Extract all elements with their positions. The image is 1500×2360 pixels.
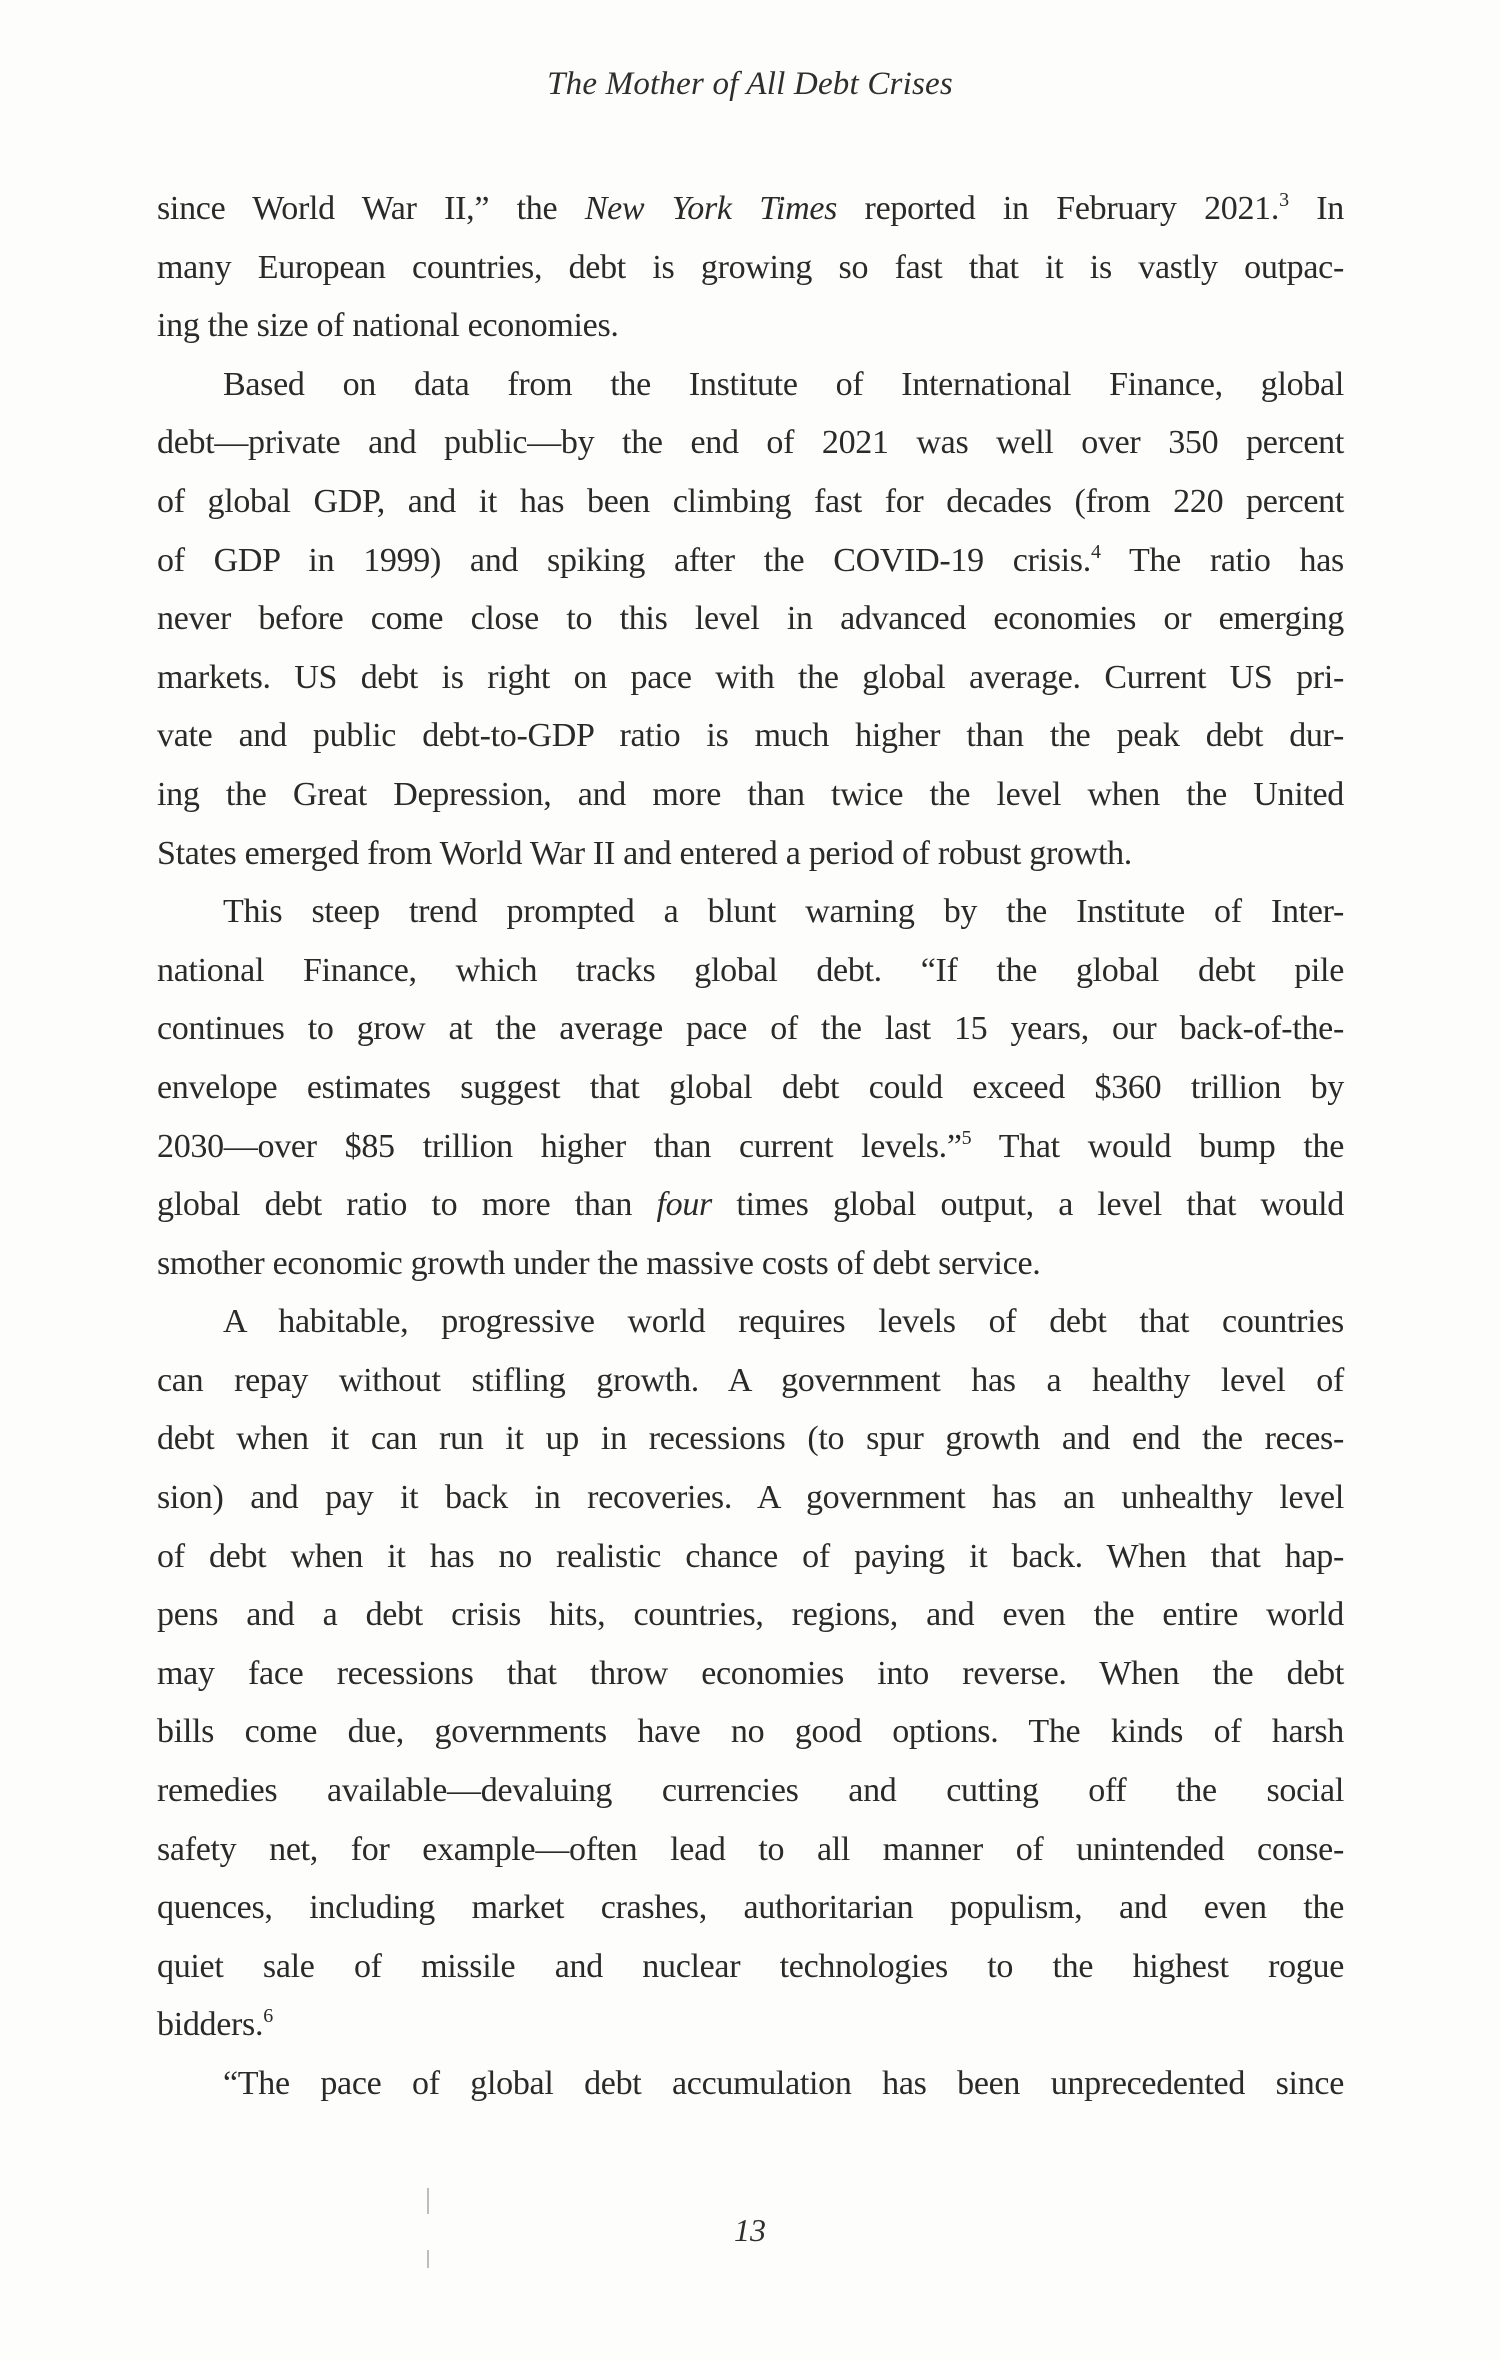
paragraph xyxy=(157,883,1344,1293)
text-segment: 2030—over $85 trillion higher than current levels.” xyxy=(157,1127,962,1165)
text-segment: debt when it can run it up in recessions (to spur growth and end the reces- xyxy=(157,1420,1344,1458)
text-line xyxy=(157,1176,1344,1235)
footnote-reference: 5 xyxy=(961,1126,972,1149)
text-segment: never before come close to this level in advanced economies or emerging xyxy=(157,600,1344,638)
text-line xyxy=(157,649,1344,708)
text-line xyxy=(157,532,1344,591)
text-segment: Based on data from the Institute of International Finance, global xyxy=(223,365,1344,403)
text-segment: of debt when it has no realistic chance of paying it back. When that hap- xyxy=(157,1537,1344,1575)
text-line xyxy=(157,1703,1344,1762)
text-segment: global debt ratio to more than xyxy=(157,1186,657,1224)
italic-text: New York Times xyxy=(584,190,838,227)
text-segment: This steep trend prompted a blunt warning by the Institute of Inter- xyxy=(223,893,1344,931)
text-line xyxy=(157,825,1344,884)
text-segment: The ratio has xyxy=(1100,541,1344,579)
scan-artifact-line xyxy=(427,2188,429,2214)
text-line xyxy=(157,590,1344,649)
text-line xyxy=(157,414,1344,473)
text-segment: smother economic growth under the massive costs of debt service. xyxy=(157,1244,1041,1282)
text-segment: remedies available—devaluing currencies and cutting off the social xyxy=(157,1772,1344,1810)
text-segment: reported in February 2021. xyxy=(837,190,1280,227)
paragraph xyxy=(157,356,1344,883)
text-segment: bidders. xyxy=(157,2006,264,2044)
text-segment: ing the size of national economies. xyxy=(157,307,619,345)
running-head: The Mother of All Debt Crises xyxy=(547,66,953,102)
text-line xyxy=(157,1059,1344,1118)
scan-artifact-line xyxy=(427,2250,429,2268)
text-segment: In xyxy=(1288,190,1344,227)
text-line xyxy=(157,1996,1344,2055)
text-segment: continues to grow at the average pace of the last 15 years, our back-of-the- xyxy=(157,1010,1344,1048)
text-line xyxy=(157,1469,1344,1528)
text-line xyxy=(157,1000,1344,1059)
text-segment: many European countries, debt is growing so fast that it is vastly outpac- xyxy=(157,248,1344,286)
text-line xyxy=(157,707,1344,766)
text-segment: “The pace of global debt accumulation has been unprecedented since xyxy=(223,2065,1344,2102)
paragraph xyxy=(157,2055,1344,2114)
text-segment: sion) and pay it back in recoveries. A government has an unhealthy level xyxy=(157,1479,1344,1517)
text-segment: of GDP in 1999) and spiking after the COVID-19 crisis. xyxy=(157,541,1091,579)
text-segment: States emerged from World War II and entered a period of robust growth. xyxy=(157,834,1132,872)
text-segment: pens and a debt crisis hits, countries, regions, and even the entire world xyxy=(157,1596,1344,1634)
text-line xyxy=(157,1938,1344,1997)
footnote-reference: 6 xyxy=(263,2005,273,2028)
text-segment: markets. US debt is right on pace with the global average. Current US pri- xyxy=(157,658,1344,696)
text-line xyxy=(157,1645,1344,1704)
text-segment: may face recessions that throw economies into reverse. When the debt xyxy=(157,1654,1344,1692)
text-segment: debt—private and public—by the end of 2021 was well over 350 percent xyxy=(157,424,1344,462)
text-line xyxy=(157,1528,1344,1587)
text-line xyxy=(157,473,1344,532)
text-line xyxy=(157,1352,1344,1411)
body-text xyxy=(157,180,1344,2114)
text-line xyxy=(157,1586,1344,1645)
text-segment: since World War II,” the xyxy=(157,190,585,227)
text-line xyxy=(157,1118,1344,1177)
text-line xyxy=(157,1235,1344,1294)
footnote-reference: 4 xyxy=(1090,540,1101,563)
paragraph xyxy=(157,1293,1344,2055)
text-line xyxy=(157,356,1344,415)
italic-text: four xyxy=(656,1186,712,1224)
text-segment: vate and public debt-to-GDP ratio is much higher than the peak debt dur- xyxy=(157,717,1344,755)
footnote-reference: 3 xyxy=(1279,189,1289,211)
page-number: 13 xyxy=(734,2212,766,2248)
text-segment: can repay without stifling growth. A government has a healthy level of xyxy=(157,1361,1344,1399)
text-line xyxy=(157,2055,1344,2114)
text-segment: of global GDP, and it has been climbing fast for decades (from 220 percent xyxy=(157,482,1344,520)
text-segment: quences, including market crashes, authoritarian populism, and even the xyxy=(157,1889,1344,1927)
text-line xyxy=(157,1410,1344,1469)
text-segment: national Finance, which tracks global debt. “If the global debt pile xyxy=(157,951,1344,989)
text-line xyxy=(157,883,1344,942)
text-segment: quiet sale of missile and nuclear technologies to the highest rogue xyxy=(157,1947,1344,1985)
text-line xyxy=(157,942,1344,1001)
text-segment: times global output, a level that would xyxy=(712,1186,1345,1224)
paragraph xyxy=(157,180,1344,356)
text-segment: That would bump the xyxy=(971,1127,1345,1165)
text-line xyxy=(157,1821,1344,1880)
text-segment: ing the Great Depression, and more than twice the level when the United xyxy=(157,775,1344,813)
text-line xyxy=(157,1762,1344,1821)
text-line xyxy=(157,1879,1344,1938)
text-line xyxy=(157,239,1344,298)
text-line xyxy=(157,297,1344,356)
text-segment: safety net, for example—often lead to all manner of unintended conse- xyxy=(157,1830,1344,1868)
text-segment: A habitable, progressive world requires levels of debt that countries xyxy=(223,1303,1344,1341)
text-line xyxy=(157,180,1344,239)
text-line xyxy=(157,1293,1344,1352)
text-segment: envelope estimates suggest that global debt could exceed $360 trillion by xyxy=(157,1068,1344,1106)
text-line xyxy=(157,766,1344,825)
text-segment: bills come due, governments have no good options. The kinds of harsh xyxy=(157,1713,1344,1751)
